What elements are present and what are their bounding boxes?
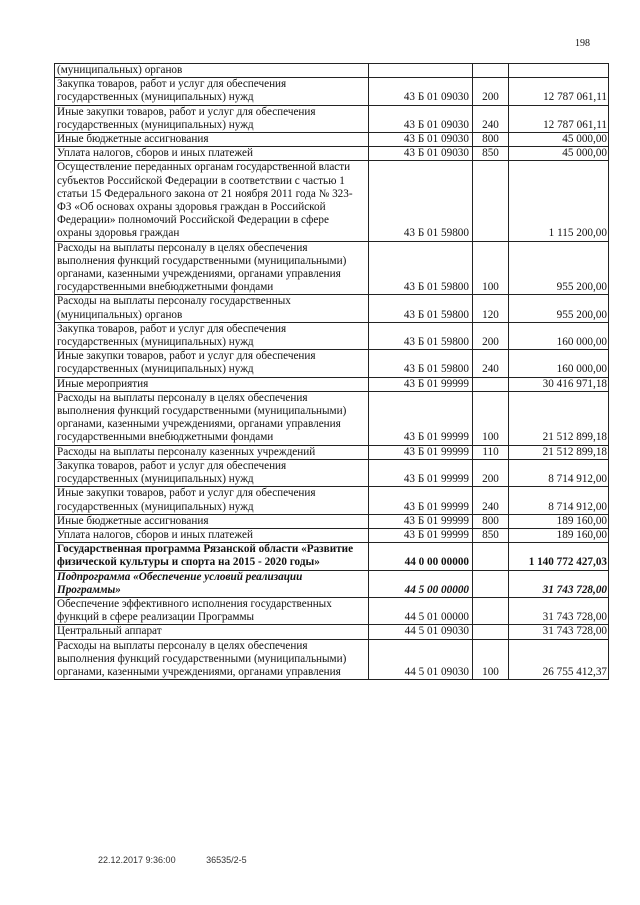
table-row: [55, 105, 609, 132]
table-row: [55, 459, 609, 486]
table-row: [55, 597, 609, 624]
row-sum: 21 512 899,18: [509, 391, 609, 445]
row-name: Иные закупки товаров, работ и услуг для обеспечения государственных (муниципальных) нужд: [55, 105, 369, 132]
row-sum: [509, 64, 609, 78]
row-sum: 955 200,00: [509, 295, 609, 322]
row-sum: 189 160,00: [509, 514, 609, 528]
row-name: Закупка товаров, работ и услуг для обеспечения государственных (муниципальных) нужд: [55, 322, 369, 349]
row-code: 43 Б 01 59800: [369, 241, 473, 295]
row-type: 240: [473, 487, 509, 514]
row-code: 43 Б 01 09030: [369, 133, 473, 147]
row-name: Закупка товаров, работ и услуг для обеспечения государственных (муниципальных) нужд: [55, 459, 369, 486]
row-code: 43 Б 01 99999: [369, 445, 473, 459]
table-row: [55, 528, 609, 542]
table-row: [55, 295, 609, 322]
row-type: 100: [473, 241, 509, 295]
row-code: 43 Б 01 09030: [369, 147, 473, 161]
row-code: 43 Б 01 99999: [369, 514, 473, 528]
row-code: 43 Б 01 09030: [369, 78, 473, 105]
row-sum: 30 416 971,18: [509, 377, 609, 391]
row-sum: 31 743 728,00: [509, 570, 609, 597]
row-code: 43 Б 01 09030: [369, 105, 473, 132]
table-row: [55, 161, 609, 241]
footer-datetime: 22.12.2017 9:36:00: [98, 855, 176, 865]
budget-table: [54, 63, 609, 680]
row-sum: 12 787 061,11: [509, 105, 609, 132]
table-row: [55, 241, 609, 295]
row-type: 120: [473, 295, 509, 322]
row-code: 43 Б 01 59800: [369, 295, 473, 322]
table-row: [55, 377, 609, 391]
row-type: [473, 570, 509, 597]
row-type: 200: [473, 322, 509, 349]
table-row: [55, 147, 609, 161]
row-name: Иные бюджетные ассигнования: [55, 514, 369, 528]
row-sum: 31 743 728,00: [509, 625, 609, 639]
row-type: [473, 64, 509, 78]
row-code: 43 Б 01 59800: [369, 161, 473, 241]
row-sum: 8 714 912,00: [509, 459, 609, 486]
row-name: Осуществление переданных органам государственной власти субъектов Российской Федерации в соответствии с частью 1 статьи 15 Федерального закона от 21 ноября 2011 года № 323-ФЗ «Об основах охраны здоровья граждан в Российской Федерации» полномочий Российской Федерации в сфере охраны здоровья граждан: [55, 161, 369, 241]
row-sum: 45 000,00: [509, 133, 609, 147]
row-name: Иные закупки товаров, работ и услуг для обеспечения государственных (муниципальных) нужд: [55, 487, 369, 514]
row-type: 240: [473, 350, 509, 377]
row-type: 240: [473, 105, 509, 132]
row-type: 100: [473, 639, 509, 680]
table-row: [55, 445, 609, 459]
row-code: 43 Б 01 99999: [369, 528, 473, 542]
table-row: [55, 570, 609, 597]
row-name: Государственная программа Рязанской области «Развитие физической культуры и спорта на 2015 - 2020 годы»: [55, 543, 369, 570]
row-name: Расходы на выплаты персоналу государственных (муниципальных) органов: [55, 295, 369, 322]
row-code: 44 0 00 00000: [369, 543, 473, 570]
table-row: [55, 543, 609, 570]
row-code: 43 Б 01 99999: [369, 377, 473, 391]
table-row: [55, 487, 609, 514]
row-sum: 21 512 899,18: [509, 445, 609, 459]
row-name: Подпрограмма «Обеспечение условий реализации Программы»: [55, 570, 369, 597]
row-type: [473, 543, 509, 570]
row-type: 100: [473, 391, 509, 445]
row-sum: 1 115 200,00: [509, 161, 609, 241]
row-code: 43 Б 01 59800: [369, 350, 473, 377]
table-row: [55, 514, 609, 528]
row-sum: 45 000,00: [509, 147, 609, 161]
row-type: 110: [473, 445, 509, 459]
row-type: 850: [473, 528, 509, 542]
budget-table-body: [55, 64, 609, 680]
table-row: [55, 639, 609, 680]
table-row: [55, 391, 609, 445]
row-name: Уплата налогов, сборов и иных платежей: [55, 528, 369, 542]
footer-doc-id: 36535/2-5: [206, 855, 247, 865]
row-name: Уплата налогов, сборов и иных платежей: [55, 147, 369, 161]
row-name: Иные бюджетные ассигнования: [55, 133, 369, 147]
page-number: 198: [575, 38, 590, 49]
row-code: [369, 64, 473, 78]
table-row: [55, 625, 609, 639]
row-name: Расходы на выплаты персоналу казенных учреждений: [55, 445, 369, 459]
table-row: [55, 78, 609, 105]
row-code: 43 Б 01 99999: [369, 487, 473, 514]
row-code: 44 5 01 09030: [369, 625, 473, 639]
row-sum: 189 160,00: [509, 528, 609, 542]
row-code: 44 5 01 00000: [369, 597, 473, 624]
row-name: Расходы на выплаты персоналу в целях обеспечения выполнения функций государственными (муниципальными) органами, казенными учреждениями, органами управления государственными внебюджетными фондами: [55, 391, 369, 445]
table-row: [55, 350, 609, 377]
row-name: Иные мероприятия: [55, 377, 369, 391]
row-name: Обеспечение эффективного исполнения государственных функций в сфере реализации Программы: [55, 597, 369, 624]
row-type: 200: [473, 459, 509, 486]
page-footer: [98, 855, 275, 865]
row-name: Расходы на выплаты персоналу в целях обеспечения выполнения функций государственными (муниципальными) органами, казенными учреждениями, органами управления: [55, 639, 369, 680]
row-type: [473, 377, 509, 391]
row-code: 43 Б 01 99999: [369, 459, 473, 486]
row-type: [473, 597, 509, 624]
row-type: [473, 625, 509, 639]
row-name: (муниципальных) органов: [55, 64, 369, 78]
row-code: 44 5 00 00000: [369, 570, 473, 597]
row-sum: 12 787 061,11: [509, 78, 609, 105]
row-sum: 26 755 412,37: [509, 639, 609, 680]
row-code: 44 5 01 09030: [369, 639, 473, 680]
row-type: 800: [473, 514, 509, 528]
row-sum: 160 000,00: [509, 350, 609, 377]
row-name: Центральный аппарат: [55, 625, 369, 639]
row-code: 43 Б 01 99999: [369, 391, 473, 445]
row-name: Расходы на выплаты персоналу в целях обеспечения выполнения функций государственными (муниципальными) органами, казенными учреждениями, органами управления государственными внебюджетными фондами: [55, 241, 369, 295]
row-name: Закупка товаров, работ и услуг для обеспечения государственных (муниципальных) нужд: [55, 78, 369, 105]
row-name: Иные закупки товаров, работ и услуг для обеспечения государственных (муниципальных) нужд: [55, 350, 369, 377]
row-sum: 31 743 728,00: [509, 597, 609, 624]
table-row: [55, 322, 609, 349]
row-sum: 8 714 912,00: [509, 487, 609, 514]
table-row: [55, 133, 609, 147]
row-type: 800: [473, 133, 509, 147]
row-type: 200: [473, 78, 509, 105]
row-sum: 160 000,00: [509, 322, 609, 349]
row-type: 850: [473, 147, 509, 161]
row-type: [473, 161, 509, 241]
table-row: [55, 64, 609, 78]
row-code: 43 Б 01 59800: [369, 322, 473, 349]
row-sum: 955 200,00: [509, 241, 609, 295]
row-sum: 1 140 772 427,03: [509, 543, 609, 570]
